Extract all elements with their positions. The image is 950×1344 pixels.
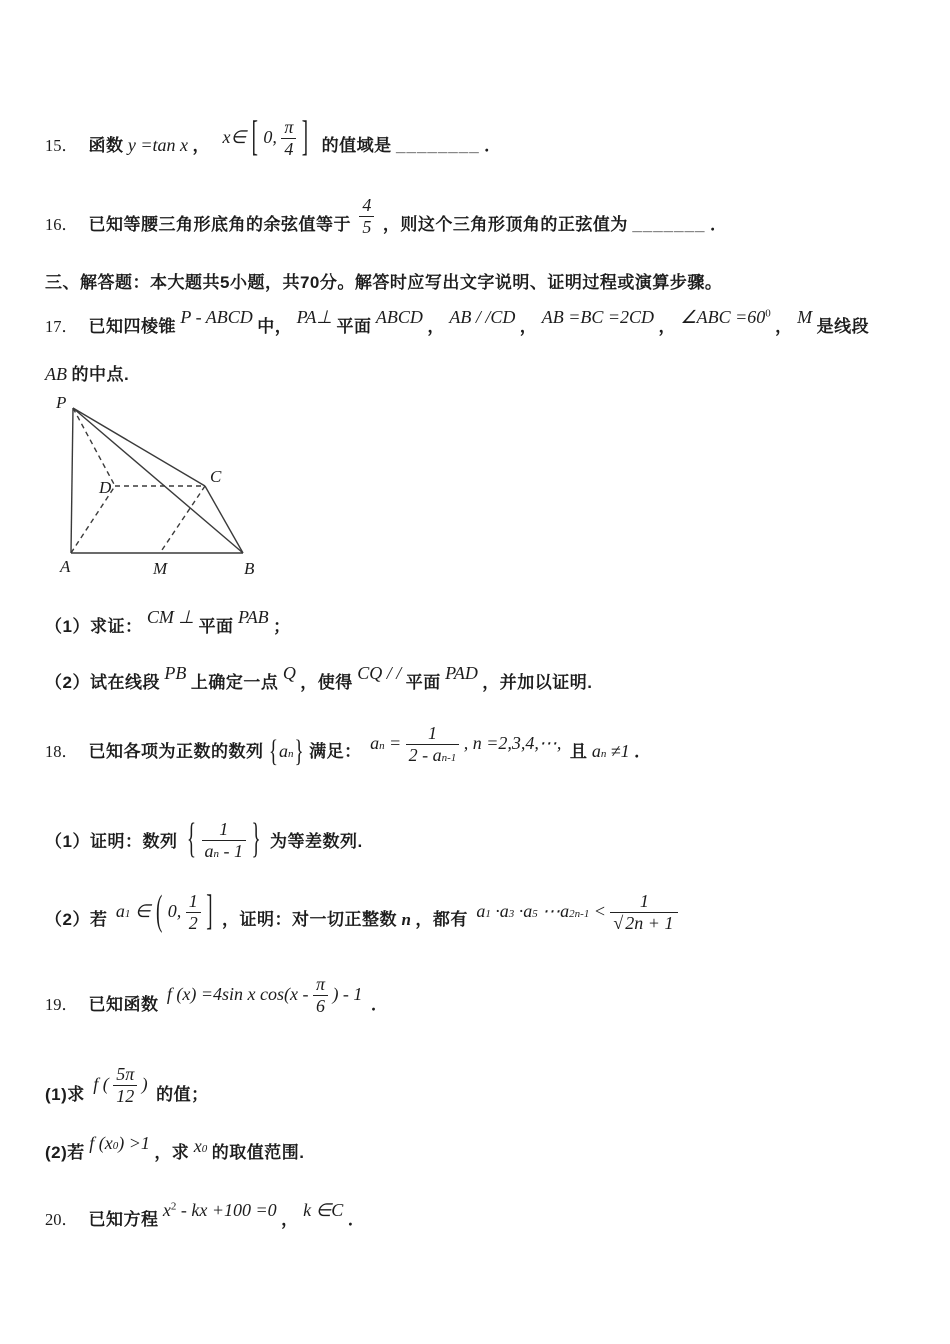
question-number: 16． <box>45 215 78 235</box>
question-text: ，则这个三角形顶角的正弦值为 <box>382 215 628 235</box>
math-formula: k ∈C <box>303 1200 344 1220</box>
math-formula: a <box>370 733 380 754</box>
part-text: （1）求证： <box>45 617 143 636</box>
math-formula: f (x) =4sin x cos(x - <box>166 984 309 1005</box>
fraction-denominator <box>406 745 460 765</box>
question-text: 的中点. <box>71 365 130 384</box>
fraction-numerator: 1 <box>202 820 247 841</box>
math-formula: 2 - a <box>408 745 442 766</box>
vertex-label-A: A <box>60 557 71 576</box>
math-sequence <box>186 816 262 863</box>
question-18-part1 <box>45 816 363 864</box>
math-formula <box>680 307 770 328</box>
math-inequality <box>476 892 678 934</box>
question-16 <box>45 195 728 247</box>
fraction <box>313 975 328 1017</box>
fraction-denominator <box>610 913 678 933</box>
left-bracket: [ <box>251 114 258 161</box>
math-formula: PA⊥ <box>296 307 333 327</box>
math-formula: ) - 1 <box>332 984 363 1005</box>
subscript: 0 <box>112 1140 119 1152</box>
part-text: 平面 <box>198 617 234 636</box>
math-function <box>167 975 363 1017</box>
subscript: n <box>288 748 294 761</box>
period: ． <box>634 742 652 762</box>
comma: ， <box>427 317 445 336</box>
part-text: （2）试在线段 <box>45 673 160 692</box>
fraction-numerator: 1 <box>406 724 460 745</box>
part-text: (1)求 <box>45 1085 85 1105</box>
math-formula: 0, <box>263 127 277 148</box>
comma: ， <box>775 317 793 336</box>
part-text: 的取值范围. <box>211 1143 305 1162</box>
radical-sign: √ <box>613 913 624 934</box>
math-formula: PAB <box>238 607 269 627</box>
edge-PC <box>73 408 205 486</box>
math-formula: ) <box>141 1074 148 1095</box>
comma: ， <box>281 1210 299 1229</box>
subscript: n <box>213 848 219 861</box>
math-equation <box>163 1200 277 1221</box>
part-text: （1）证明：数列 <box>45 832 178 852</box>
math-recurrence <box>370 724 561 766</box>
left-brace: { <box>268 735 279 769</box>
vertex-label-B: B <box>244 559 255 578</box>
comma: ， <box>192 136 210 156</box>
math-formula: - kx +100 =0 <box>176 1200 277 1220</box>
comma: ， <box>658 317 676 336</box>
left-brace: { <box>186 816 197 863</box>
fraction-numerator: 5π <box>113 1065 137 1086</box>
answer-blank: ________ <box>396 136 480 156</box>
question-text: 的值域是 <box>321 136 392 156</box>
fraction-denominator: 6 <box>315 996 325 1017</box>
fraction <box>113 1065 137 1107</box>
question-text: 已知各项为正数的数列 <box>88 742 264 762</box>
question-number: 17． <box>45 317 78 336</box>
fraction <box>610 892 678 934</box>
math-formula: , n =2,3,4,⋯, <box>463 733 562 754</box>
question-19-part2 <box>45 1133 305 1163</box>
vertex-label-D: D <box>99 478 112 497</box>
math-formula: CM ⊥ <box>146 607 195 627</box>
part-text: （2）若 <box>45 910 108 930</box>
subscript: 5 <box>532 908 538 921</box>
subscript: n <box>600 748 607 761</box>
math-formula: x∈ <box>222 127 247 148</box>
comma: ， <box>519 317 538 336</box>
part-text: 上确定一点 <box>190 673 279 692</box>
math-formula: M <box>797 307 813 327</box>
right-bracket: ] <box>206 888 213 935</box>
math-formula: ⋯a <box>542 901 570 922</box>
fraction-denominator: 4 <box>284 139 294 160</box>
question-17-part2 <box>45 663 593 693</box>
math-formula: ABCD <box>375 307 423 327</box>
right-brace: } <box>294 735 304 769</box>
element-of-sign: ∈ <box>134 901 151 922</box>
question-number: 19． <box>45 995 78 1015</box>
section-3-header <box>45 268 722 293</box>
math-formula: Q <box>282 663 296 683</box>
edge-PA <box>71 408 73 553</box>
fraction <box>359 196 374 238</box>
question-text: 且 <box>569 742 588 762</box>
math-expression <box>89 1133 150 1154</box>
edge-CB <box>205 486 243 553</box>
math-expression <box>93 1065 147 1107</box>
period: ． <box>709 215 728 235</box>
fraction <box>186 892 201 934</box>
subscript: 1 <box>124 908 131 921</box>
question-text: 是线段 <box>816 317 870 336</box>
right-bracket: ] <box>301 114 309 161</box>
math-formula: a <box>115 901 125 922</box>
fraction <box>406 724 460 766</box>
fraction-denominator: 5 <box>362 217 372 238</box>
vertex-label-C: C <box>210 467 222 486</box>
question-text: 已知方程 <box>88 1210 159 1229</box>
question-number: 20． <box>45 1210 78 1229</box>
math-formula: AB <box>45 364 67 384</box>
math-variable-n: n <box>401 910 411 930</box>
fraction-denominator: 2 <box>188 913 198 934</box>
question-17 <box>45 307 870 337</box>
part-text: (2)若 <box>45 1143 85 1162</box>
math-formula: CQ / / <box>357 663 402 683</box>
period: ． <box>484 136 502 156</box>
math-formula: P - ABCD <box>180 307 253 327</box>
period: ． <box>370 995 389 1015</box>
left-paren: ( <box>156 888 163 935</box>
superscript: 0 <box>765 307 771 320</box>
math-formula: ≠1 <box>610 741 630 762</box>
subscript: 1 <box>485 908 491 921</box>
subscript: n-1 <box>441 752 457 765</box>
superscript: 2 <box>170 1200 177 1213</box>
part-text: ，都有 <box>415 910 468 930</box>
math-interval <box>115 888 214 935</box>
math-interval <box>222 114 309 161</box>
period: ． <box>347 1210 366 1229</box>
math-expression <box>194 1136 208 1157</box>
vertex-label-P: P <box>56 393 67 412</box>
part-text: 为等差数列. <box>270 832 363 852</box>
math-formula: a <box>279 741 289 762</box>
question-number: 15． <box>45 136 78 156</box>
question-text: 函数 <box>88 136 124 156</box>
right-brace: } <box>251 816 261 863</box>
math-formula: x <box>193 1136 202 1156</box>
math-formula: x <box>162 1200 171 1220</box>
answer-blank: _______ <box>632 215 706 235</box>
question-19 <box>45 974 389 1027</box>
question-15 <box>45 114 502 168</box>
part-text: ，证明：对一切正整数 <box>221 910 397 930</box>
vertex-label-M: M <box>153 559 168 578</box>
fraction-numerator: 4 <box>359 196 374 217</box>
edge-CM <box>160 486 205 553</box>
subscript: 3 <box>508 908 515 921</box>
part-text: 的值； <box>156 1085 209 1105</box>
math-formula: ∠ABC =60 <box>680 307 766 327</box>
fraction <box>281 118 296 160</box>
question-17-part1 <box>45 607 291 637</box>
math-formula: f (x <box>89 1133 113 1153</box>
part-text: ，求 <box>154 1143 190 1162</box>
question-text: 满足： <box>309 742 362 762</box>
fraction-numerator: 1 <box>610 892 678 913</box>
math-formula: ·a <box>518 901 533 922</box>
question-number: 18． <box>45 742 78 762</box>
math-formula: ·a <box>495 901 509 922</box>
math-formula: a <box>204 841 214 862</box>
semicolon: ； <box>273 617 291 636</box>
part-text: 平面 <box>405 673 441 692</box>
pyramid-figure <box>38 392 278 588</box>
fraction-denominator: 12 <box>116 1086 135 1107</box>
math-formula: ) >1 <box>118 1133 150 1153</box>
math-formula: a <box>476 901 486 922</box>
math-formula: PB <box>164 663 187 683</box>
math-formula: f ( <box>93 1074 109 1095</box>
part-text: ，并加以证明. <box>482 673 593 692</box>
fraction-denominator <box>202 841 247 861</box>
math-formula: a <box>591 741 601 762</box>
question-text: 中， <box>257 317 293 336</box>
math-formula: y =tan x <box>127 135 189 156</box>
fraction-numerator: π <box>281 118 296 139</box>
question-20 <box>45 1200 366 1230</box>
math-formula: PAD <box>445 663 478 683</box>
subscript: 0 <box>201 1143 208 1155</box>
section-title: 三、解答题：本大题共5小题，共70分。解答时应写出文字说明、证明过程或演算步骤。 <box>45 273 723 292</box>
math-formula: AB =BC =2CD <box>541 307 655 327</box>
fraction <box>202 820 247 862</box>
question-text: 已知等腰三角形底角的余弦值等于 <box>88 215 351 235</box>
question-17-line2 <box>45 360 129 385</box>
radicand: 2n + 1 <box>625 913 674 934</box>
question-text: 平面 <box>336 317 372 336</box>
part-text: ，使得 <box>300 673 353 692</box>
math-formula: - 1 <box>219 841 243 862</box>
less-than-sign: < <box>593 901 606 922</box>
subscript: 2n-1 <box>569 908 590 921</box>
fraction-numerator: π <box>313 975 328 996</box>
question-18 <box>45 723 652 774</box>
question-text: 已知函数 <box>88 995 159 1015</box>
question-text: 已知四棱锥 <box>88 317 176 336</box>
equals-sign: = <box>389 733 402 754</box>
subscript: n <box>379 740 385 753</box>
math-formula: 0, <box>167 901 182 922</box>
math-formula: AB / /CD <box>449 307 516 327</box>
square-root <box>613 913 675 934</box>
fraction-numerator: 1 <box>186 892 201 913</box>
question-18-part2 <box>45 888 682 942</box>
